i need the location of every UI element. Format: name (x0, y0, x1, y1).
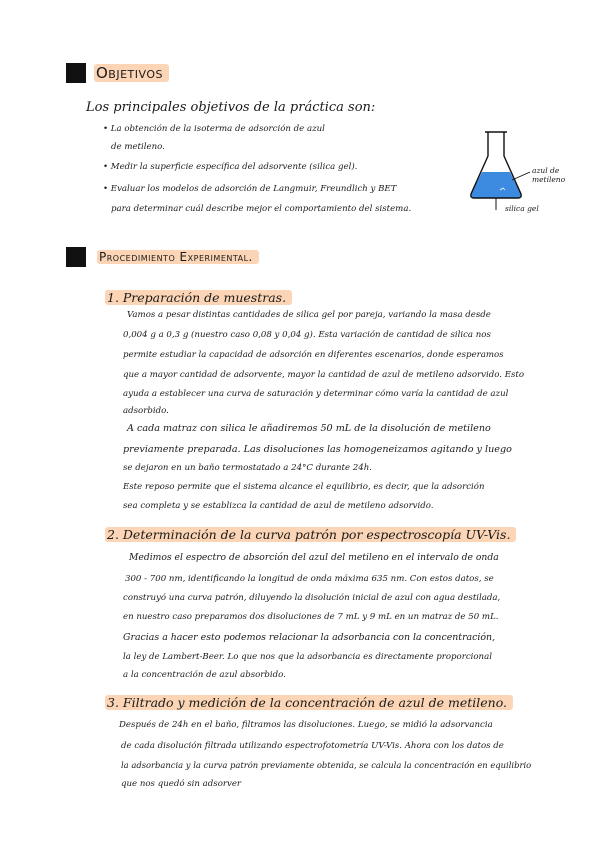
step-line: permite estudiar la capacidad de adsorción en diferentes escenarios, donde esperamos (123, 350, 504, 360)
step-line: sea completa y se establizca la cantidad de azul de metileno adsorvido. (123, 501, 434, 511)
objetivo-line: • Medir la superficie específica del adsorvente (silica gel). (103, 162, 358, 172)
step-line: construyó una curva patrón, diluyendo la disolución inicial de azul con agua destilada, (123, 593, 501, 603)
flask-label-silica: silica gel (505, 204, 539, 213)
step-line: 300 - 700 nm, identificando la longitud de onda máxima 635 nm. Con estos datos, se (125, 574, 494, 584)
flask-diagram (470, 126, 530, 216)
step-line: que a mayor cantidad de adsorvente, mayor la cantidad de azul de metileno adsorvido. Esto (123, 370, 525, 380)
step-title: 3. Filtrado y medición de la concentración de azul de metileno. (105, 695, 513, 710)
step-line: Después de 24h en el baño, filtramos las disoluciones. Luego, se midió la adsorvancia (119, 720, 493, 730)
step-line: 0,004 g a 0,3 g (nuestro caso 0,08 y 0,04 g). Esta variación de cantidad de silica nos (123, 330, 491, 340)
step-line: se dejaron en un baño termostatado a 24°C durante 24h. (123, 463, 372, 473)
step-line: la ley de Lambert-Beer. Lo que nos que la adsorbancia es directamente proporcional (123, 652, 492, 662)
step-line: adsorbido. (123, 406, 169, 416)
step-title: 1. Preparación de muestras. (105, 290, 292, 305)
objetivo-line: de metileno. (111, 142, 165, 152)
step-line: Vamos a pesar distintas cantidades de silica gel por pareja, variando la masa desde (127, 310, 491, 320)
objetivo-line: • La obtención de la isoterma de adsorción de azul (103, 124, 325, 134)
section-marker-procedimiento (66, 247, 86, 267)
step-line: Medimos el espectro de absorción del azul del metileno en el intervalo de onda (129, 552, 499, 563)
objetivo-line: para determinar cuál describe mejor el comportamiento del sistema. (111, 204, 412, 214)
step-line: Este reposo permite que el sistema alcance el equilibrio, es decir, que la adsorción (123, 482, 485, 492)
section-marker-objetivos (66, 63, 86, 83)
step-line: de cada disolución filtrada utilizando espectrofotometría UV-Vis. Ahora con los datos de (121, 741, 504, 751)
step-line: la adsorbancia y la curva patrón previamente obtenida, se calcula la concentración en equilibrio (121, 760, 532, 770)
step-line: ayuda a establecer una curva de saturación y determinar cómo varía la cantidad de azul (123, 389, 509, 399)
section-title-objetivos: Objetivos (94, 64, 169, 82)
objetivo-line: • Evaluar los modelos de adsorción de Langmuir, Freundlich y BET (103, 184, 397, 194)
step-line: a la concentración de azul absorbido. (123, 670, 286, 680)
step-title: 2. Determinación de la curva patrón por espectroscopía UV-Vis. (105, 527, 516, 542)
step-line: que nos quedó sin adsorver (121, 779, 242, 789)
step-line: en nuestro caso preparamos dos disoluciones de 7 mL y 9 mL en un matraz de 50 mL. (123, 612, 499, 622)
step-line: Gracias a hacer esto podemos relacionar la adsorbancia con la concentración, (123, 632, 496, 643)
objetivos-intro: Los principales objetivos de la práctica son: (86, 100, 376, 115)
section-title-procedimiento: Procedimiento Experimental. (97, 250, 259, 264)
step-line: previamente preparada. Las disoluciones las homogeneizamos agitando y luego (123, 444, 512, 455)
step-line: A cada matraz con silica le añadiremos 50 mL de la disolución de metileno (127, 423, 491, 434)
flask-label-azul: azul de metileno (532, 166, 566, 184)
